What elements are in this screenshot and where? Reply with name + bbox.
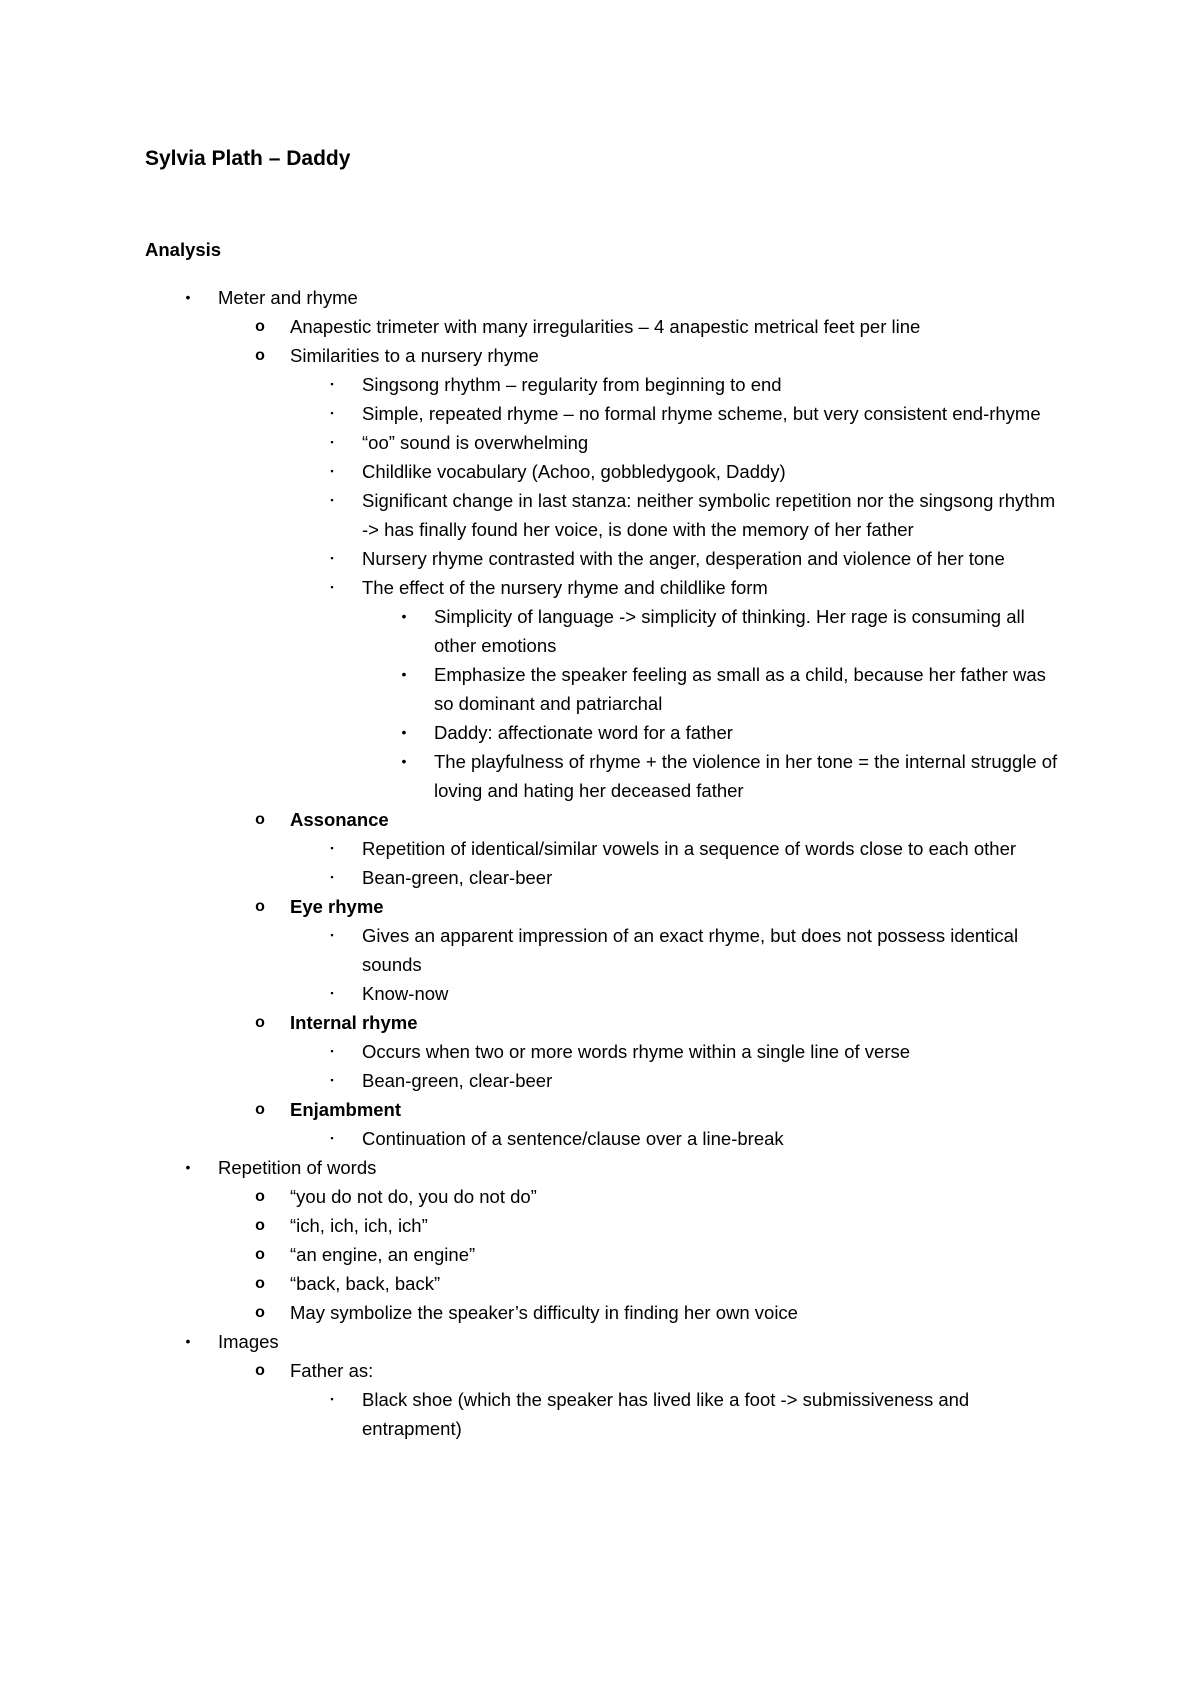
bullet-icon: ▪ bbox=[330, 553, 334, 563]
list-item-text: Black shoe (which the speaker has lived like a foot -> submissiveness and entrapment) bbox=[362, 1389, 970, 1439]
list-item bbox=[0, 283, 1200, 312]
bullet-icon: o bbox=[255, 898, 265, 915]
list-item-text: Nursery rhyme contrasted with the anger, desperation and violence of her tone bbox=[362, 548, 1005, 569]
list-item-text: “you do not do, you do not do” bbox=[290, 1186, 537, 1207]
bullet-icon: o bbox=[255, 1275, 265, 1292]
list-item-text: Images bbox=[218, 1331, 279, 1352]
list-item bbox=[0, 1008, 1200, 1037]
list-item bbox=[0, 341, 1200, 370]
section-heading: Analysis bbox=[145, 239, 222, 260]
list-item-text: “oo” sound is overwhelming bbox=[362, 432, 589, 453]
list-item-text: “an engine, an engine” bbox=[290, 1244, 476, 1265]
bullet-icon: o bbox=[255, 1217, 265, 1234]
list-item-text: Simplicity of language -> simplicity of thinking. Her rage is consuming all other emotions bbox=[434, 606, 1025, 656]
list-item bbox=[0, 1066, 1200, 1095]
bullet-icon: o bbox=[255, 1362, 265, 1379]
bullet-icon: ▪ bbox=[330, 930, 334, 940]
bullet-icon: • bbox=[401, 724, 407, 740]
list-item-text: The playfulness of rhyme + the violence in her tone = the internal struggle of loving and hating her deceased father bbox=[434, 751, 1058, 801]
bullet-icon: ▪ bbox=[330, 1075, 334, 1085]
list-item bbox=[0, 1385, 1200, 1443]
bullet-icon: ▪ bbox=[330, 582, 334, 592]
list-item-text: Gives an apparent impression of an exact rhyme, but does not possess identical sounds bbox=[362, 925, 1019, 975]
list-item bbox=[0, 979, 1200, 1008]
list-item-text: Similarities to a nursery rhyme bbox=[290, 345, 539, 366]
list-item bbox=[0, 1356, 1200, 1385]
list-item bbox=[0, 1124, 1200, 1153]
bullet-icon: o bbox=[255, 347, 265, 364]
list-item bbox=[0, 1269, 1200, 1298]
outline-list bbox=[0, 283, 1200, 1443]
bullet-icon: o bbox=[255, 1304, 265, 1321]
bullet-icon: • bbox=[401, 608, 407, 624]
list-item-text: Assonance bbox=[290, 809, 389, 830]
list-item-text: Internal rhyme bbox=[290, 1012, 418, 1033]
list-item-text: “ich, ich, ich, ich” bbox=[290, 1215, 428, 1236]
list-item bbox=[0, 457, 1200, 486]
bullet-icon: • bbox=[185, 289, 191, 305]
list-item bbox=[0, 660, 1200, 718]
list-item bbox=[0, 428, 1200, 457]
list-item bbox=[0, 370, 1200, 399]
list-item-text: Enjambment bbox=[290, 1099, 402, 1120]
bullet-icon: ▪ bbox=[330, 466, 334, 476]
list-item bbox=[0, 1182, 1200, 1211]
list-item-text: Continuation of a sentence/clause over a line-break bbox=[362, 1128, 784, 1149]
list-item bbox=[0, 1298, 1200, 1327]
bullet-icon: ▪ bbox=[330, 872, 334, 882]
bullet-icon: o bbox=[255, 1101, 265, 1118]
bullet-icon: ▪ bbox=[330, 495, 334, 505]
bullet-icon: ▪ bbox=[330, 988, 334, 998]
bullet-icon: ▪ bbox=[330, 1046, 334, 1056]
bullet-icon: ▪ bbox=[330, 437, 334, 447]
bullet-icon: • bbox=[401, 753, 407, 769]
list-item-text: Repetition of words bbox=[218, 1157, 377, 1178]
bullet-icon: ▪ bbox=[330, 379, 334, 389]
list-item-text: Eye rhyme bbox=[290, 896, 384, 917]
bullet-icon: ▪ bbox=[330, 843, 334, 853]
document-title: Sylvia Plath – Daddy bbox=[145, 147, 351, 170]
list-item bbox=[0, 892, 1200, 921]
bullet-icon: ▪ bbox=[330, 1133, 334, 1143]
bullet-icon: • bbox=[185, 1159, 191, 1175]
list-item-text: Repetition of identical/similar vowels in a sequence of words close to each other bbox=[362, 838, 1017, 859]
bullet-icon: o bbox=[255, 1246, 265, 1263]
bullet-icon: • bbox=[185, 1333, 191, 1349]
list-item bbox=[0, 805, 1200, 834]
list-item bbox=[0, 921, 1200, 979]
list-item bbox=[0, 834, 1200, 863]
list-item-text: Significant change in last stanza: neither symbolic repetition nor the singsong rhythm -> has finally found her voice, is done with the memory of her father bbox=[362, 490, 1056, 540]
list-item-text: Daddy: affectionate word for a father bbox=[434, 722, 733, 743]
list-item-text: Occurs when two or more words rhyme within a single line of verse bbox=[362, 1041, 911, 1062]
list-item-text: Emphasize the speaker feeling as small as a child, because her father was so dominant and patriarchal bbox=[434, 664, 1046, 714]
bullet-icon: o bbox=[255, 1188, 265, 1205]
list-item-text: Bean-green, clear-beer bbox=[362, 1070, 553, 1091]
list-item bbox=[0, 399, 1200, 428]
bullet-icon: o bbox=[255, 811, 265, 828]
list-item-text: Simple, repeated rhyme – no formal rhyme scheme, but very consistent end-rhyme bbox=[362, 403, 1041, 424]
list-item bbox=[0, 1240, 1200, 1269]
list-item-text: Know-now bbox=[362, 983, 449, 1004]
list-item bbox=[0, 602, 1200, 660]
list-item bbox=[0, 486, 1200, 544]
list-item bbox=[0, 747, 1200, 805]
list-item bbox=[0, 1037, 1200, 1066]
bullet-icon: ▪ bbox=[330, 1394, 334, 1404]
list-item bbox=[0, 718, 1200, 747]
bullet-icon: • bbox=[401, 666, 407, 682]
list-item bbox=[0, 863, 1200, 892]
list-item bbox=[0, 1095, 1200, 1124]
bullet-icon: o bbox=[255, 1014, 265, 1031]
list-item-text: Childlike vocabulary (Achoo, gobbledygook, Daddy) bbox=[362, 461, 786, 482]
list-item bbox=[0, 312, 1200, 341]
list-item-text: Anapestic trimeter with many irregularities – 4 anapestic metrical feet per line bbox=[290, 316, 921, 337]
list-item bbox=[0, 1327, 1200, 1356]
list-item-text: Father as: bbox=[290, 1360, 374, 1381]
list-item bbox=[0, 1153, 1200, 1182]
list-item bbox=[0, 544, 1200, 573]
bullet-icon: ▪ bbox=[330, 408, 334, 418]
bullet-icon: o bbox=[255, 318, 265, 335]
list-item bbox=[0, 1211, 1200, 1240]
list-item-text: Singsong rhythm – regularity from beginning to end bbox=[362, 374, 782, 395]
list-item bbox=[0, 573, 1200, 602]
list-item-text: “back, back, back” bbox=[290, 1273, 441, 1294]
list-item-text: Meter and rhyme bbox=[218, 287, 358, 308]
list-item-text: Bean-green, clear-beer bbox=[362, 867, 553, 888]
list-item-text: May symbolize the speaker’s difficulty in finding her own voice bbox=[290, 1302, 798, 1323]
list-item-text: The effect of the nursery rhyme and childlike form bbox=[362, 577, 768, 598]
